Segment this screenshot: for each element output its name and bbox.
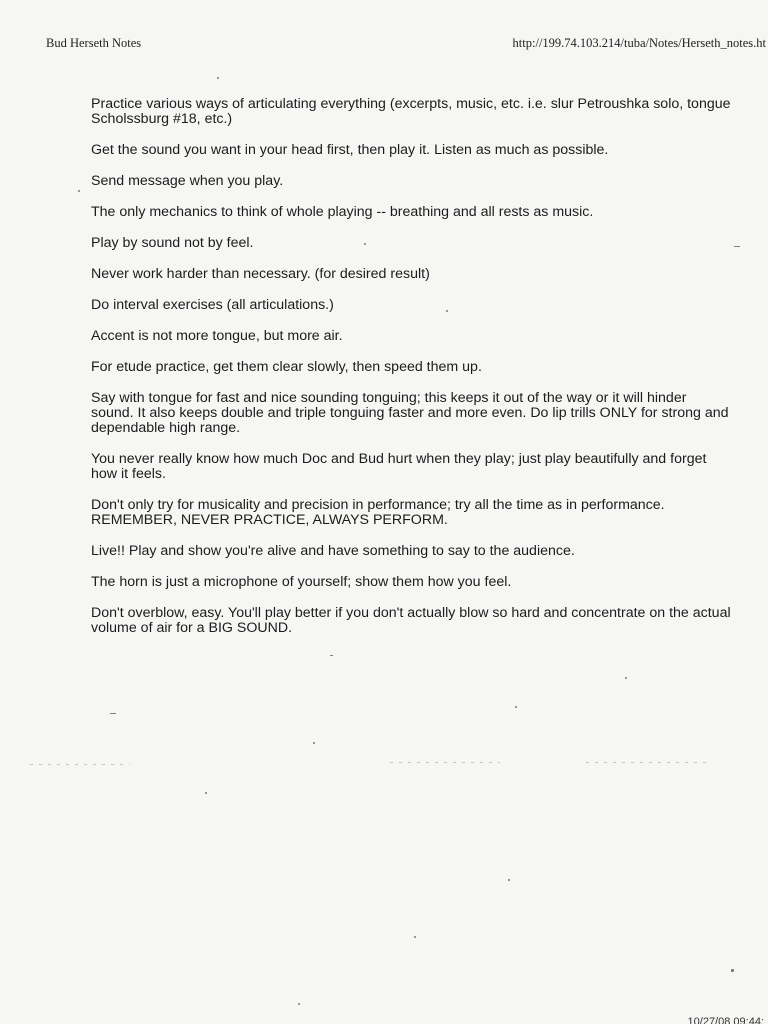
- scan-speck: [205, 792, 207, 794]
- note-item: You never really know how much Doc and Bud hurt when they play; just play beautifully and forget how it feels.: [91, 451, 707, 482]
- notes-list: [91, 97, 731, 652]
- scan-noise-line: [586, 762, 706, 763]
- scan-noise-line: [30, 764, 130, 765]
- scan-speck: [217, 77, 219, 79]
- scan-speck: [78, 190, 80, 192]
- note-item: Say with tongue for fast and nice sounding tonguing; this keeps it out of the way or it will hinder sound. It also keeps double and triple tonguing faster and more even. Do lip trills ONLY for strong and dependable high range.: [91, 390, 729, 436]
- scan-speck: [625, 677, 627, 679]
- page-header-url: http://199.74.103.214/tuba/Notes/Herseth_notes.ht: [512, 36, 766, 50]
- scan-speck: [508, 879, 510, 881]
- note-item: Live!! Play and show you're alive and have something to say to the audience.: [91, 543, 575, 559]
- note-item: Send message when you play.: [91, 173, 284, 189]
- note-item: The horn is just a microphone of yourself; show them how you feel.: [91, 574, 512, 590]
- scan-speck: [515, 706, 517, 708]
- scan-speck: [313, 742, 315, 744]
- scan-speck: [446, 310, 448, 312]
- note-item: For etude practice, get them clear slowly, then speed them up.: [91, 359, 482, 375]
- note-item: Do interval exercises (all articulations.): [91, 297, 334, 313]
- note-item: Don't only try for musicality and precision in performance; try all the time as in performance. REMEMBER, NEVER PRACTICE, ALWAYS PERFORM.: [91, 497, 665, 528]
- scan-speck: [731, 969, 734, 972]
- scan-speck: [364, 243, 366, 245]
- note-item: Get the sound you want in your head first, then play it. Listen as much as possible.: [91, 142, 609, 158]
- scan-speck: [734, 246, 740, 247]
- scan-speck: [110, 713, 116, 714]
- scan-speck: [330, 655, 333, 656]
- note-item: Practice various ways of articulating everything (excerpts, music, etc. i.e. slur Petroushka solo, tongue Scholssburg #18, etc.): [91, 96, 731, 127]
- page-header-title: Bud Herseth Notes: [46, 36, 142, 50]
- print-timestamp: 10/27/08 09:44:: [687, 1016, 764, 1024]
- note-item: Accent is not more tongue, but more air.: [91, 328, 343, 344]
- scan-speck: [414, 936, 416, 938]
- scan-speck: [298, 1003, 300, 1005]
- scan-noise-line: [390, 762, 500, 763]
- note-item: Never work harder than necessary. (for desired result): [91, 266, 430, 282]
- note-item: Don't overblow, easy. You'll play better if you don't actually blow so hard and concentrate on the actual volume of air for a BIG SOUND.: [91, 605, 731, 636]
- note-item: Play by sound not by feel.: [91, 235, 254, 251]
- note-item: The only mechanics to think of whole playing -- breathing and all rests as music.: [91, 204, 594, 220]
